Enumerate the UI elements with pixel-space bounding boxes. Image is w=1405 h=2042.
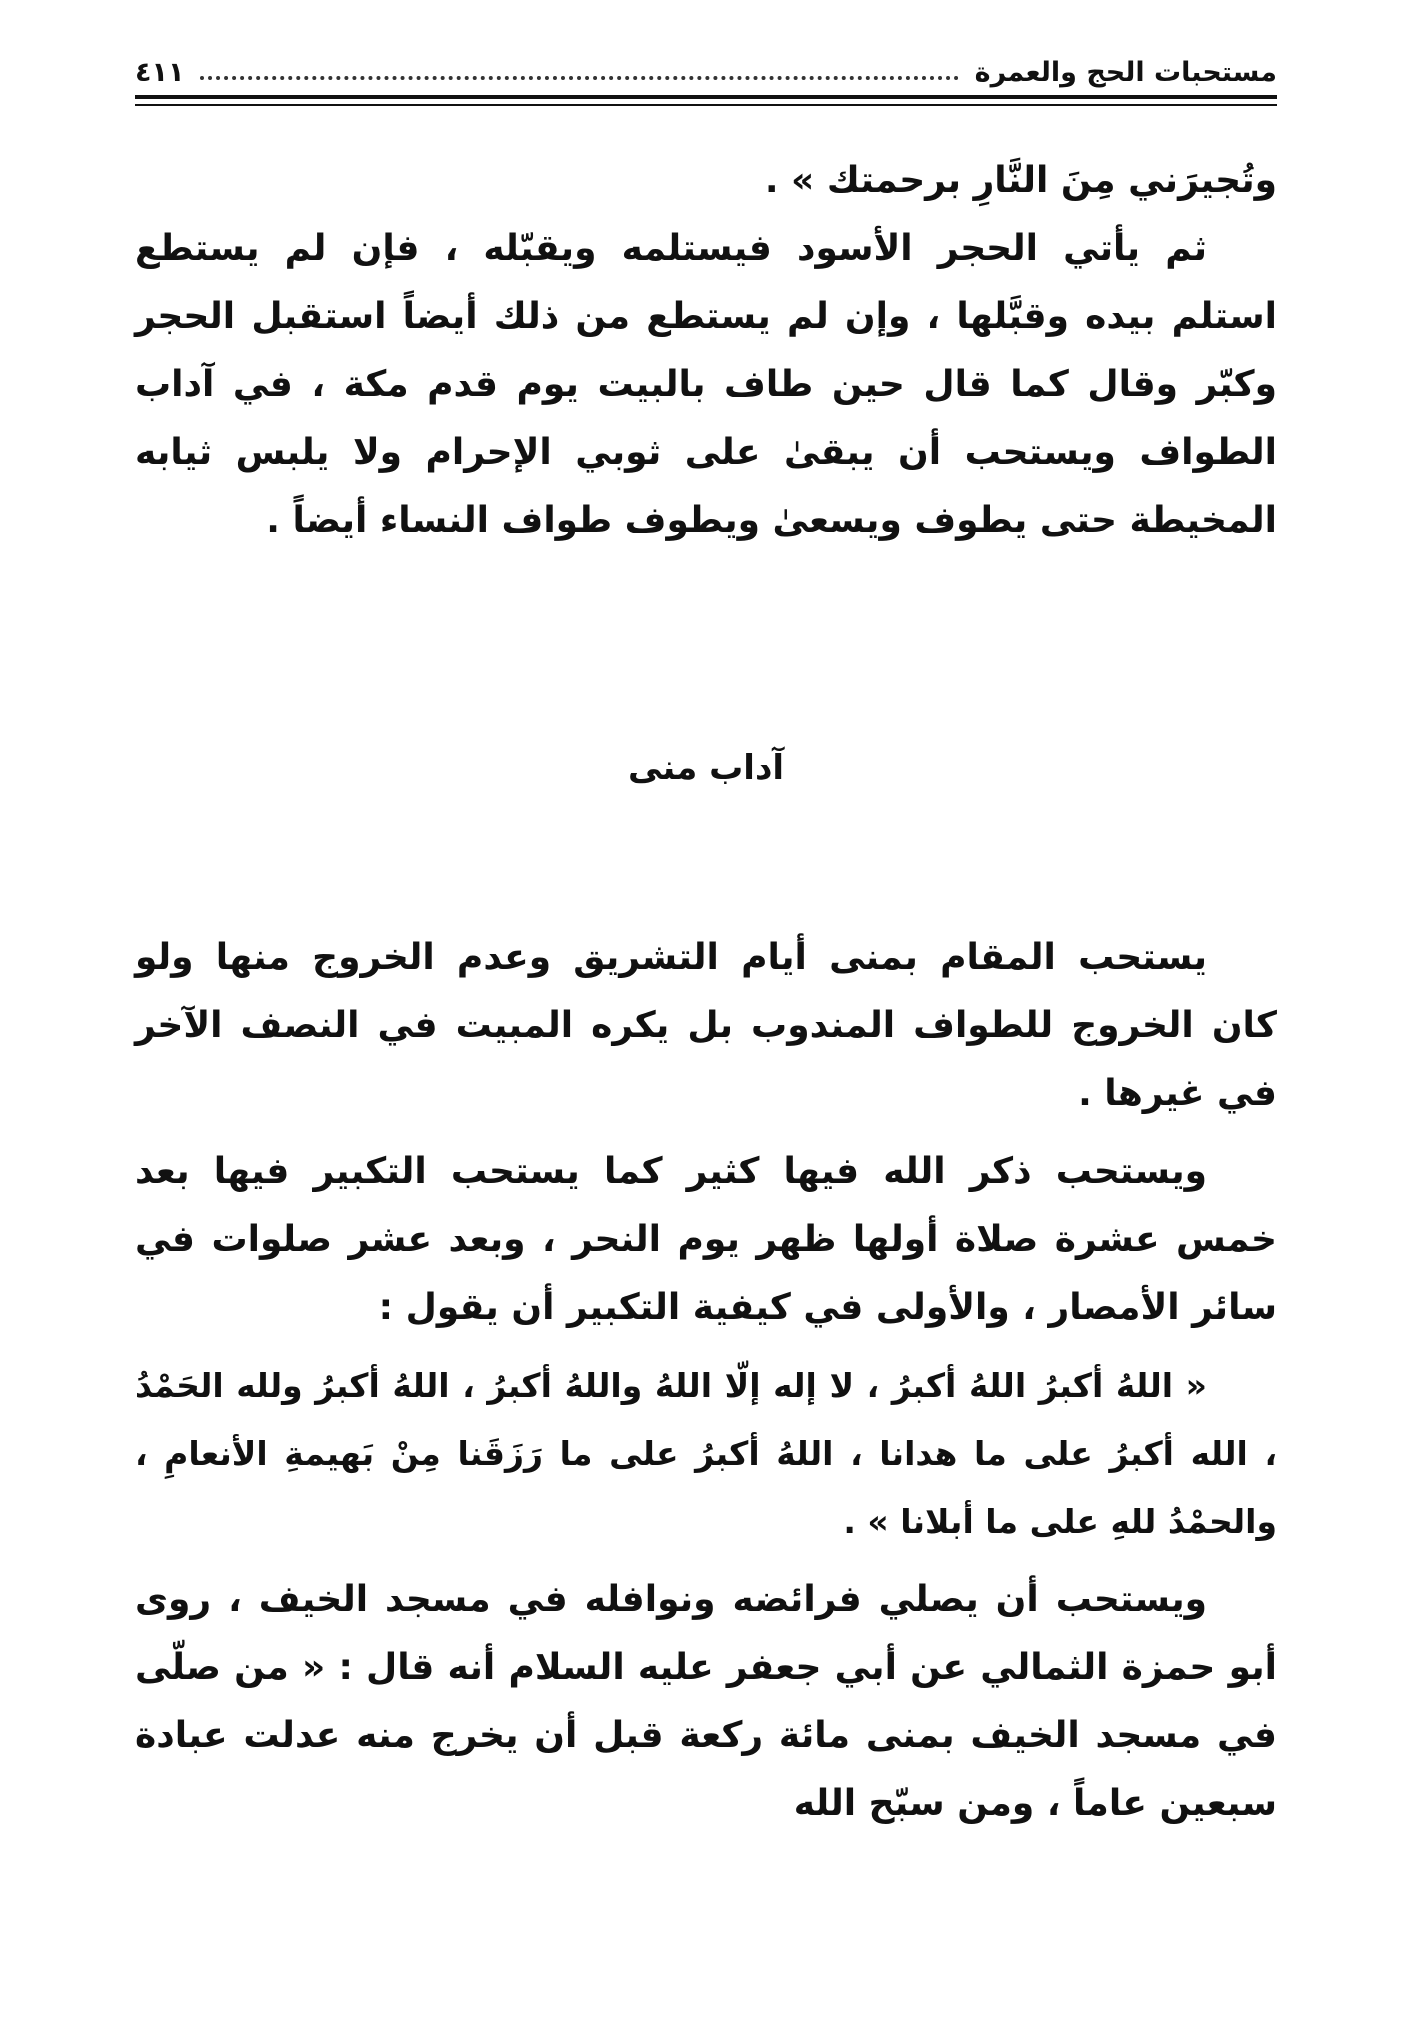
header-rule-thin — [135, 104, 1277, 106]
page-number: ٤١١ — [135, 57, 185, 88]
paragraph: ويستحب أن يصلي فرائضه ونوافله في مسجد الخيف ، روى أبو حمزة الثمالي عن أبي جعفر عليه السلام أنه قال : « من صلّى في مسجد الخيف بمنى مائة ركعة قبل أن يخرج منه عدلت عبادة سبعين عاماً ، ومن سبّح الله — [135, 1579, 1277, 1824]
takbir-quote: « اللهُ أكبرُ اللهُ أكبرُ ، لا إله إلّا اللهُ واللهُ أكبرُ ، اللهُ أكبرُ ولله الحَمْدُ ، الله أكبرُ على ما هدانا ، اللهُ أكبرُ على ما رَزَقَنا مِنْ بَهيمةِ الأنعامِ ، والحمْدُ للهِ على ما أبلانا » . — [135, 1366, 1277, 1541]
running-header-title: مستحبات الحج والعمرة — [974, 57, 1277, 88]
paragraph: وتُجيرَني مِنَ النَّارِ برحمتك » . — [764, 160, 1277, 201]
paragraph: ثم يأتي الحجر الأسود فيستلمه ويقبّله ، فإن لم يستطع استلم بيده وقبَّلها ، وإن لم يستطع من ذلك أيضاً استقبل الحجر وكبّر وقال كما قال حين طاف بالبيت يوم قدم مكة ، في آداب الطواف ويستحب أن يبقىٰ على ثوبي الإحرام ولا يلبس ثيابه المخيطة حتى يطوف ويسعىٰ ويطوف طواف النساء أيضاً . — [135, 228, 1277, 541]
bottom-text-block — [135, 924, 1277, 1838]
section-heading: آداب منى — [627, 748, 785, 788]
top-text-block — [135, 147, 1277, 555]
paragraph: يستحب المقام بمنى أيام التشريق وعدم الخروج منها ولو كان الخروج للطواف المندوب بل يكره المبيت في النصف الآخر في غيرها . — [135, 937, 1277, 1114]
running-header — [135, 42, 1277, 86]
header-rule-thick — [135, 95, 1277, 99]
header-dot-leader — [200, 76, 958, 80]
paragraph: ويستحب ذكر الله فيها كثير كما يستحب التكبير فيها بعد خمس عشرة صلاة أولها ظهر يوم النحر ، وبعد عشر صلوات في سائر الأمصار ، والأولى في كيفية التكبير أن يقول : — [135, 1151, 1277, 1328]
